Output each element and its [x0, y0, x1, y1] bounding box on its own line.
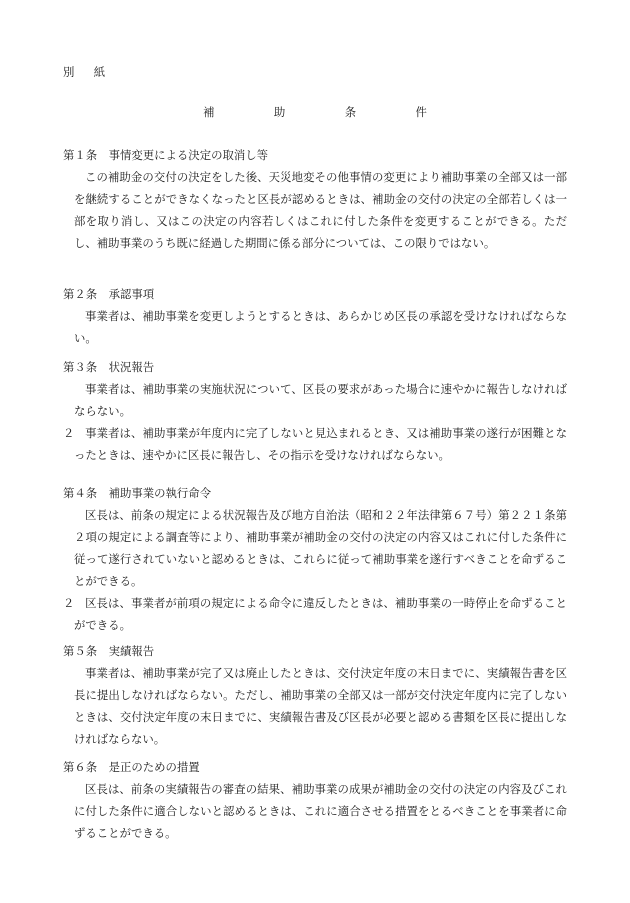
article-heading: 第１条 事情変更による決定の取消し等 — [63, 148, 269, 162]
article-heading: 第３条 状況報告 — [63, 360, 155, 374]
article-6 — [63, 756, 567, 844]
article-heading: 第６条 是正のための措置 — [63, 760, 200, 774]
article-paragraph: 区長は、前条の規定による状況報告及び地方自治法（昭和２２年法律第６７号）第２２１条第２項の規定による調査等により、補助事業が補助金の交付の決定の内容又はこれに付した条件に従って遂行されていないと認めるときは、これらに従って補助事業を遂行すべきことを命ずることができる。 — [74, 508, 567, 588]
article-heading: 第５条 実績報告 — [63, 644, 155, 658]
attachment-label: 別 紙 — [63, 65, 110, 79]
document-title: 補 助 条 件 — [203, 105, 451, 119]
article-paragraph: 事業者は、補助事業の実施状況について、区長の要求があった場合に速やかに報告しなければならない。 — [74, 382, 567, 418]
article-heading: 第２条 承認事項 — [63, 287, 155, 301]
article-2 — [63, 283, 567, 349]
paragraph-number: ２ — [63, 596, 75, 610]
article-paragraph: 事業者は、補助事業を変更しようとするときは、あらかじめ区長の承認を受けなければならない。 — [74, 309, 567, 345]
article-1 — [63, 144, 567, 254]
article-heading: 第４条 補助事業の執行命令 — [63, 486, 212, 500]
article-4 — [63, 482, 567, 636]
paragraph-text: 事業者は、補助事業が年度内に完了しないと見込まれるとき、又は補助事業の遂行が困難となったときは、速やかに区長に報告し、その指示を受けなければならない。 — [74, 426, 567, 462]
article-paragraph: 事業者は、補助事業が完了又は廃止したときは、交付決定年度の末日までに、実績報告書を区長に提出しなければならない。ただし、補助事業の全部又は一部が交付決定年度内に完了しないときは、交付決定年度の末日までに、実績報告書及び区長が必要と認める書類を区長に提出しなければならない。 — [74, 666, 567, 746]
paragraph-number: ２ — [63, 426, 75, 440]
article-paragraph: 区長は、前条の実績報告の審査の結果、補助事業の成果が補助金の交付の決定の内容及びこれに付した条件に適合しないと認めるときは、これに適合させる措置をとるべきことを事業者に命ずることができる。 — [74, 782, 567, 840]
paragraph-text: 区長は、事業者が前項の規定による命令に違反したときは、補助事業の一時停止を命ずることができる。 — [74, 596, 567, 632]
article-numbered-paragraph — [63, 592, 567, 636]
article-paragraph: この補助金の交付の決定をした後、天災地変その他事情の変更により補助事業の全部又は一部を継続することができなくなったと区長が認めるときは、補助金の交付の決定の全部若しくは一部を取り消し、又はこの決定の内容若しくはこれに付した条件を変更することができる。ただし、補助事業のうち既に経過した期間に係る部分については、この限りではない。 — [74, 170, 567, 250]
article-5 — [63, 640, 567, 750]
article-3 — [63, 356, 567, 466]
article-numbered-paragraph — [63, 422, 567, 466]
